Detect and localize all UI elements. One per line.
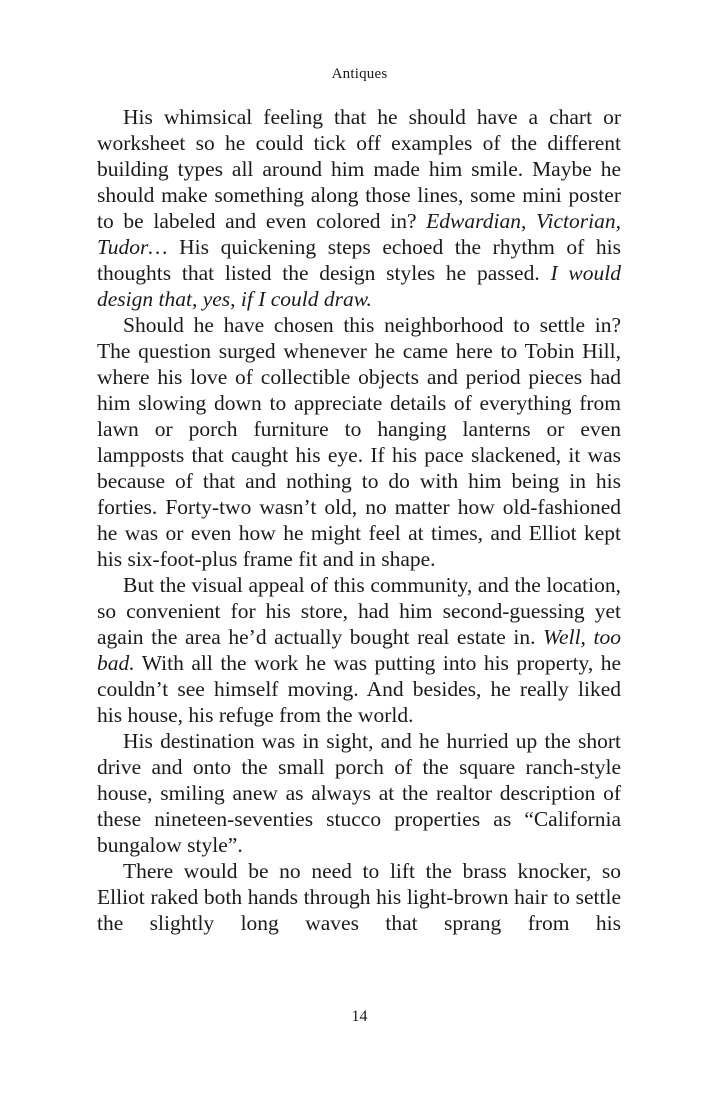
paragraph	[97, 312, 621, 572]
paragraph-text: His destination was in sight, and he hurried up the short drive and onto the small porch of the square ranch-style house, smiling anew as always at the realtor description of these nineteen-seventies stucco properties as “California bungalow style”.	[97, 729, 621, 857]
paragraph	[97, 728, 621, 858]
italic-text: Edwardian, Victorian, Tudor…	[97, 209, 621, 259]
paragraph	[97, 572, 621, 728]
paragraph	[97, 104, 621, 312]
paragraph-text: But the visual appeal of this community, and the location, so convenient for his store, had him second-guessing yet again the area he’d actually bought real estate in.	[97, 573, 621, 649]
paragraph-text: There would be no need to lift the brass knocker, so Elliot raked both hands through his light-brown hair to settle the slightly long waves that sprang from his	[97, 859, 621, 935]
page-number: 14	[351, 1008, 368, 1025]
italic-text: Well, too bad.	[97, 625, 621, 675]
running-head: Antiques	[331, 66, 388, 82]
body-text	[97, 104, 621, 936]
paragraph-text: His whimsical feeling that he should have a chart or worksheet so he could tick off examples of the different building types all around him made him smile. Maybe he should make something along those lines, some mini poster to be labeled and even colored in?	[97, 105, 621, 233]
italic-text: I would design that, yes, if I could draw.	[97, 261, 621, 311]
paragraph-text: With all the work he was putting into his property, he couldn’t see himself moving. And besides, he really liked his house, his refuge from the world.	[97, 651, 621, 727]
paragraph-text: Should he have chosen this neighborhood to settle in? The question surged whenever he came here to Tobin Hill, where his love of collectible objects and period pieces had him slowing down to appreciate details of everything from lawn or porch furniture to hanging lanterns or even lampposts that caught his eye. If his pace slackened, it was because of that and nothing to do with him being in his forties. Forty-two wasn’t old, no matter how old-fashioned he was or even how he might feel at times, and Elliot kept his six-foot-plus frame fit and in shape.	[97, 313, 621, 571]
paragraph-text: His quickening steps echoed the rhythm of his thoughts that listed the design styles he passed.	[97, 235, 621, 285]
paragraph	[97, 858, 621, 936]
